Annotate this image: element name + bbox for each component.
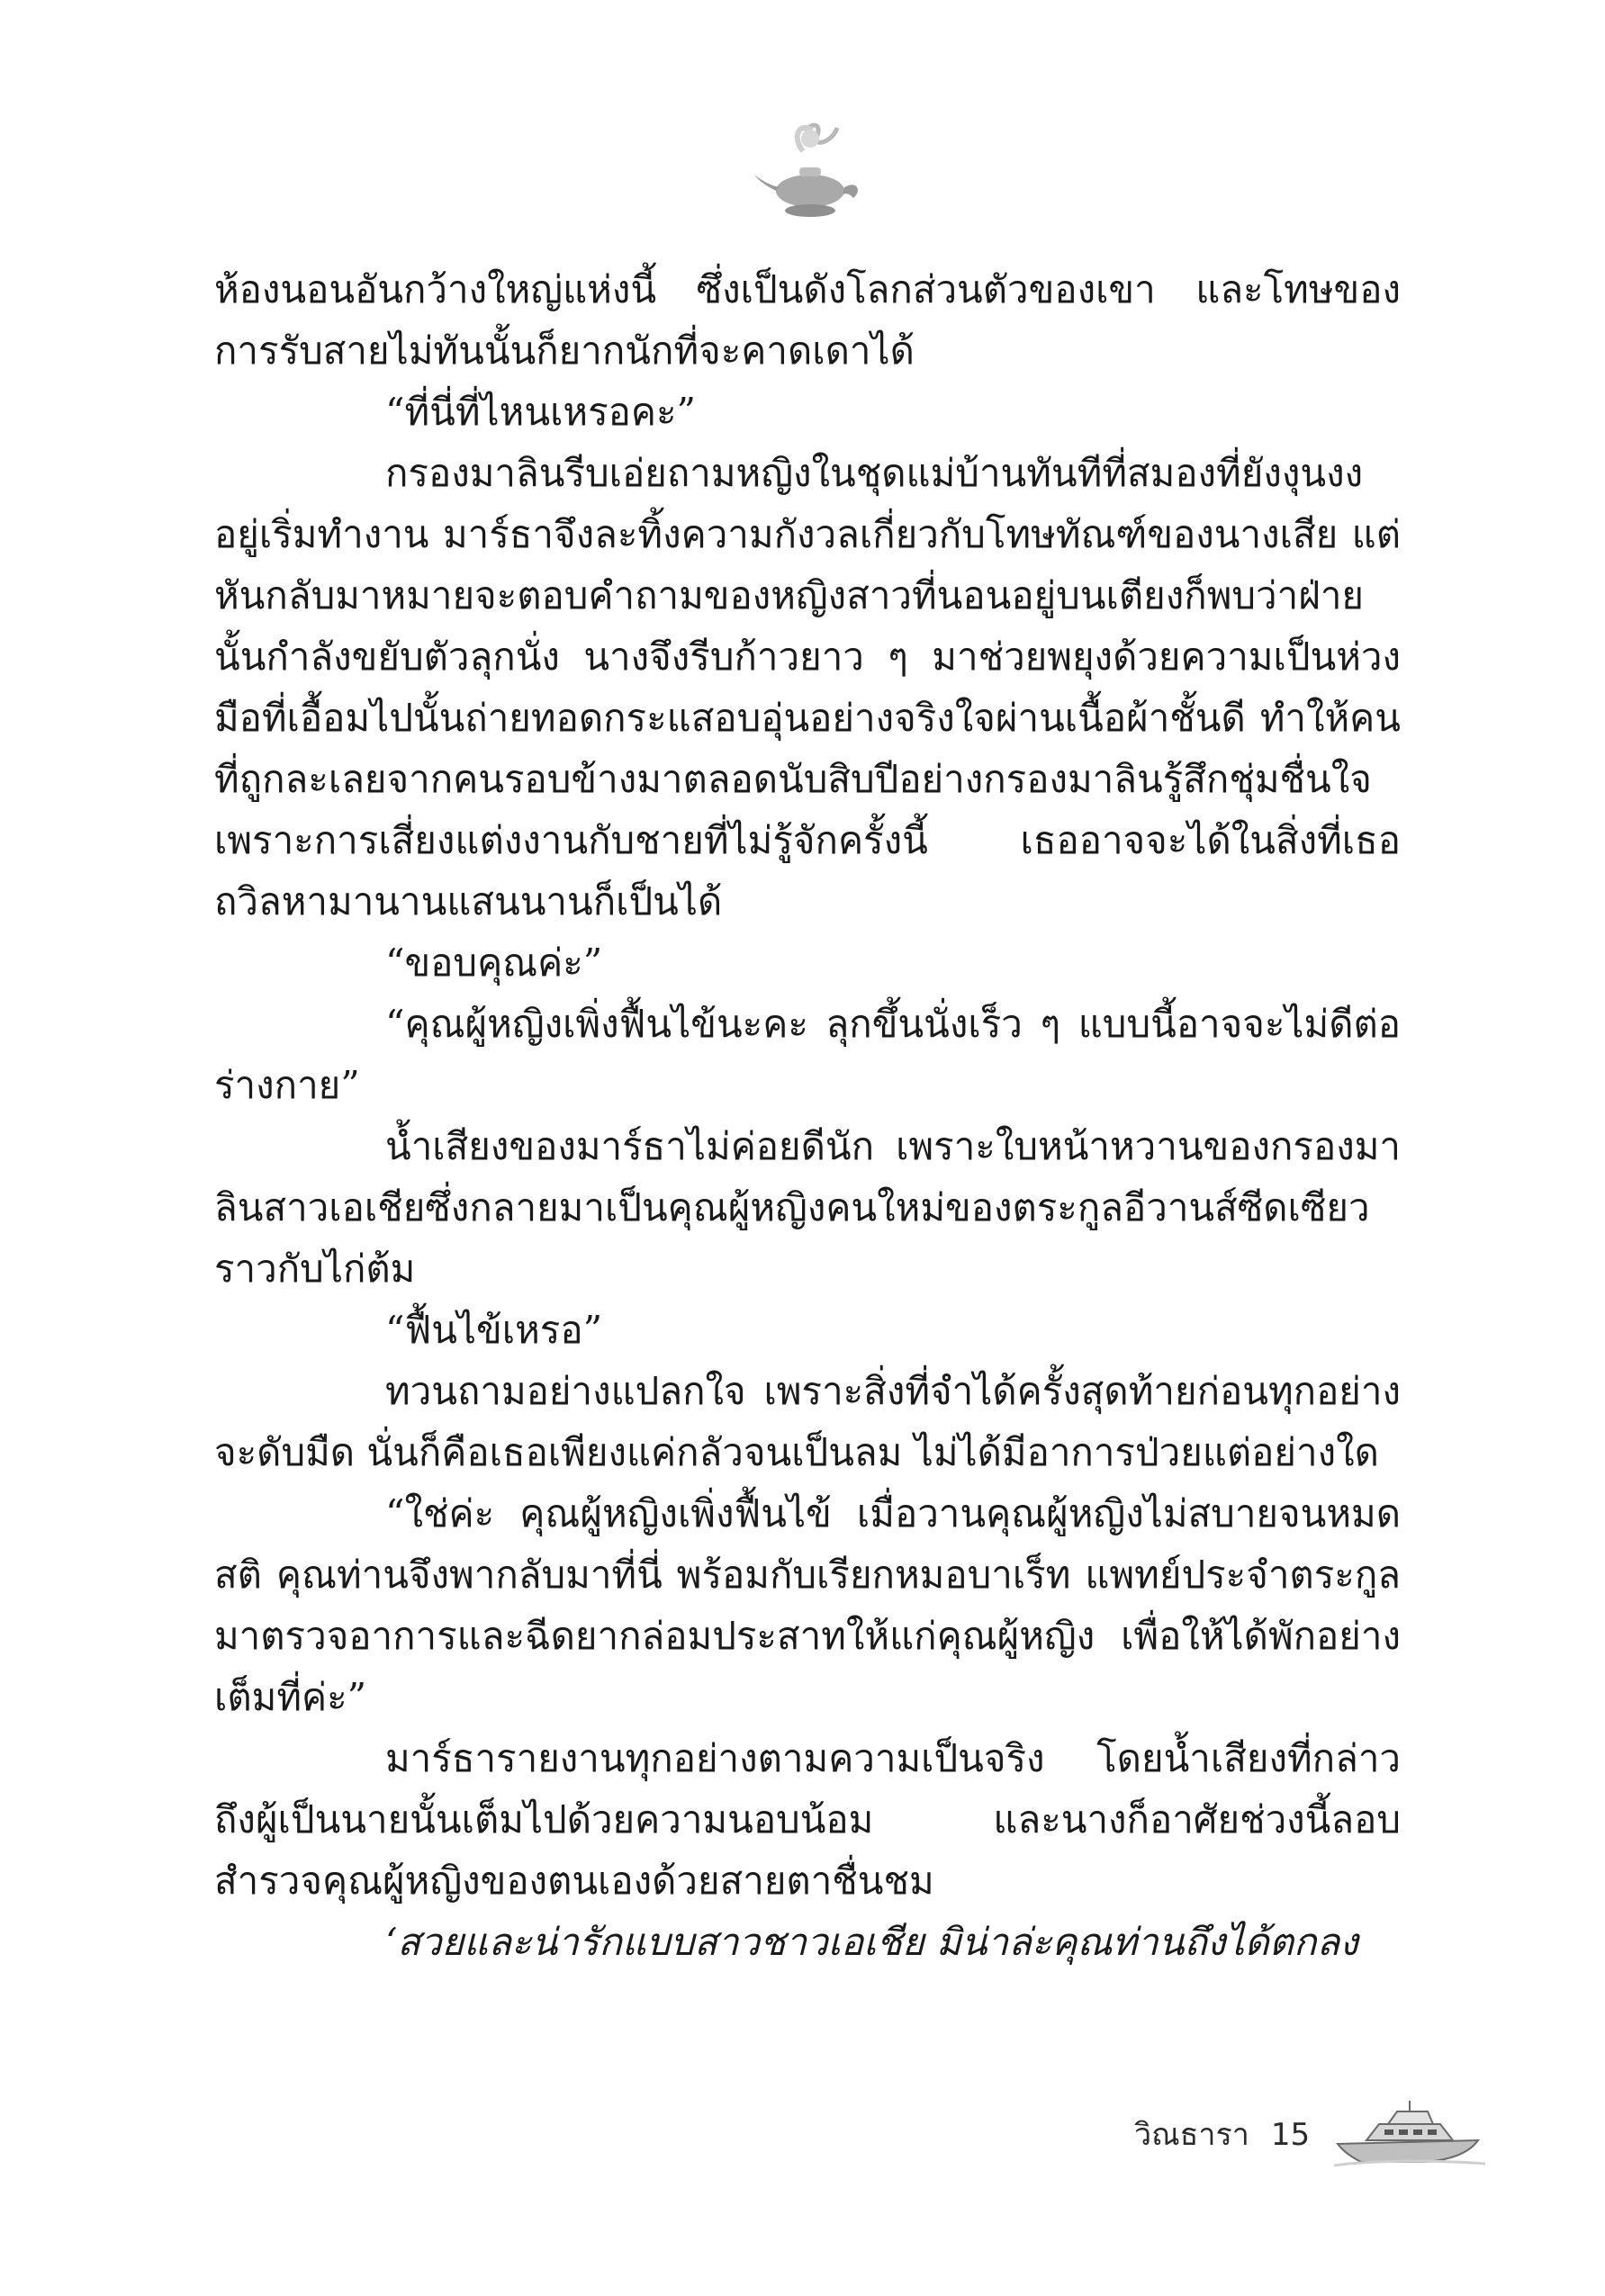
paragraph: “คุณผู้หญิงเพิ่งฟื้นไข้นะคะ ลุกขึ้นนั่งเร็ว ๆ แบบนี้อาจจะไม่ดีต่อร่างกาย” — [214, 1002, 1401, 1107]
footer-label — [1134, 2110, 1310, 2158]
paragraph: ห้องนอนอันกว้างใหญ่แห่งนี้ ซึ่งเป็นดังโลกส่วนตัวของเขา และโทษของการรับสายไม่ทันนั้นก็ยากนักที่จะคาดเดาได้ — [214, 267, 1401, 373]
page-footer — [1134, 2097, 1494, 2187]
paragraph: กรองมาลินรีบเอ่ยถามหญิงในชุดแม่บ้านทันทีที่สมองที่ยังงุนงงอยู่เริ่มทำงาน มาร์ธาจึงละทิ้งความกังวลเกี่ยวกับโทษทัณฑ์ของนางเสีย แต่หันกลับมาหมายจะตอบคำถามของหญิงสาวที่นอนอยู่บนเตียงก็พบว่าฝ่ายนั้นกำลังขยับตัวลุกนั่ง นางจึงรีบก้าวยาว ๆ มาช่วยพยุงด้วยความเป็นห่วง มือที่เอื้อมไปนั้นถ่ายทอดกระแสอบอุ่นอย่างจริงใจผ่านเนื้อผ้าชั้นดี ทำให้คนที่ถูกละเลยจากคนรอบข้างมาตลอดนับสิบปีอย่างกรองมาลินรู้สึกชุ่มชื่นใจ เพราะการเสี่ยงแต่งงานกับชายที่ไม่รู้จักครั้งนี้ เธออาจจะได้ในสิ่งที่เธอถวิลหามานานแสนนานก็เป็นได้ — [214, 451, 1401, 923]
paragraph: “ฟื้นไข้เหรอ” — [385, 1308, 603, 1352]
book-title: วิณธารา — [1134, 2117, 1249, 2153]
paragraph: ‘สวยและน่ารักแบบสาวชาวเอเชีย มิน่าล่ะคุณท่านถึงได้ตกลง — [385, 1920, 1358, 1964]
yacht-icon — [1334, 2097, 1487, 2169]
paragraph: “ที่นี่ที่ไหนเหรอคะ” — [385, 390, 697, 434]
paragraph: ทวนถามอย่างแปลกใจ เพราะสิ่งที่จำได้ครั้งสุดท้ายก่อนทุกอย่างจะดับมืด นั่นก็คือเธอเพียงแค่กลัวจนเป็นลม ไม่ได้มีอาการป่วยแต่อย่างใด — [214, 1369, 1401, 1474]
paragraph: มาร์ธารายงานทุกอย่างตามความเป็นจริง โดยน้ำเสียงที่กล่าวถึงผู้เป็นนายนั้นเต็มไปด้วยความนอบน้อม และนางก็อาศัยช่วงนี้ลอบสำรวจคุณผู้หญิงของตนเองด้วยสายตาชื่นชม — [214, 1736, 1401, 1903]
paragraph: น้ำเสียงของมาร์ธาไม่ค่อยดีนัก เพราะใบหน้าหวานของกรองมาลินสาวเอเชียซึ่งกลายมาเป็นคุณผู้หญิงคนใหม่ของตระกูลอีวานส์ซีดเซียวราวกับไก่ต้ม — [214, 1124, 1401, 1291]
genie-lamp-icon — [747, 108, 873, 234]
body-text — [214, 259, 1401, 1973]
page-number: 15 — [1270, 2117, 1311, 2153]
paragraph: “ขอบคุณค่ะ” — [385, 941, 603, 985]
paragraph: “ใช่ค่ะ คุณผู้หญิงเพิ่งฟื้นไข้ เมื่อวานคุณผู้หญิงไม่สบายจนหมดสติ คุณท่านจึงพากลับมาที่นี่ พร้อมกับเรียกหมอบาเร็ท แพทย์ประจำตระกูลมาตรวจอาการและฉีดยากล่อมประสาทให้แก่คุณผู้หญิง เพื่อให้ได้พักอย่างเต็มที่ค่ะ” — [214, 1491, 1401, 1719]
